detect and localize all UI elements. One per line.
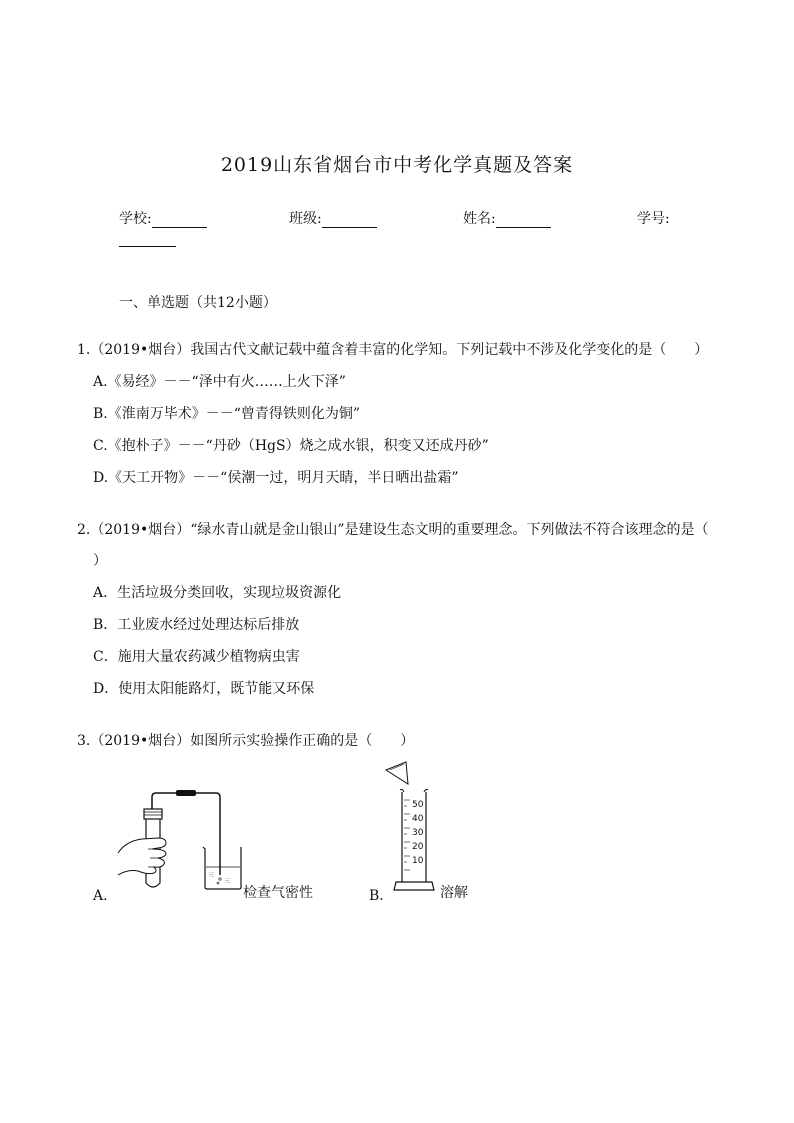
graduated-cylinder-figure: [380, 758, 440, 894]
name-blank[interactable]: [496, 213, 551, 228]
class-label: 班级:: [289, 211, 322, 227]
q2-option-d: D．使用太阳能路灯，既节能又环保: [93, 681, 315, 697]
name-label: 姓名:: [463, 211, 496, 227]
scale-label-40: 40: [412, 814, 424, 824]
scale-label-20: 20: [412, 842, 424, 852]
number-field[interactable]: [637, 208, 670, 228]
question-2-stem-cont: ）: [93, 553, 107, 569]
q1-option-c: C.《抱朴子》－－“丹砂（HgS）烧之成水银，积变又还成丹砂”: [93, 438, 489, 454]
q1-option-b: B.《淮南万毕术》－－“曾青得铁则化为铜”: [93, 406, 361, 422]
airtightness-apparatus-figure: [108, 783, 248, 893]
number-blank[interactable]: [119, 232, 176, 247]
question-1-stem: 1.（2019•烟台）我国古代文献记载中蕴含着丰富的化学知。下列记载中不涉及化学变化的是（ ）: [77, 342, 709, 358]
school-blank[interactable]: [152, 213, 207, 228]
school-label: 学校:: [119, 211, 152, 227]
svg-text:三: 三: [208, 872, 215, 879]
figure-a-letter: A．: [93, 888, 118, 904]
figure-a-caption: 检查气密性: [243, 885, 313, 901]
q2-option-a: A．生活垃圾分类回收，实现垃圾资源化: [93, 585, 342, 601]
scale-label-10: 10: [412, 856, 424, 866]
class-blank[interactable]: [322, 213, 377, 228]
q1-option-a: A.《易经》－－“泽中有火……上火下泽”: [93, 374, 346, 390]
scale-label-30: 30: [412, 828, 424, 838]
figure-b-letter: B．: [369, 888, 394, 904]
school-field[interactable]: [119, 208, 207, 228]
question-2-stem: 2.（2019•烟台）“绿水青山就是金山银山”是建设生态文明的重要理念。下列做法不符合该理念的是（: [77, 522, 709, 538]
page-title: 2019山东省烟台市中考化学真题及答案: [220, 154, 574, 176]
q1-option-d: D.《天工开物》－－“侯潮一过，明月天睛，半日晒出盐霜”: [93, 470, 459, 486]
svg-text:三: 三: [224, 878, 231, 885]
section-heading: 一、单选题（共12小题）: [119, 295, 277, 311]
name-field[interactable]: [463, 208, 551, 228]
scale-label-50: 50: [412, 800, 424, 810]
q2-option-b: B．工业废水经过处理达标后排放: [93, 617, 300, 633]
number-label: 学号:: [637, 211, 670, 227]
q2-option-c: C．施用大量农药减少植物病虫害: [93, 649, 300, 665]
class-field[interactable]: [289, 208, 377, 228]
figure-b-caption: 溶解: [440, 885, 468, 901]
question-3-stem: 3.（2019•烟台）如图所示实验操作正确的是（ ）: [77, 733, 415, 749]
